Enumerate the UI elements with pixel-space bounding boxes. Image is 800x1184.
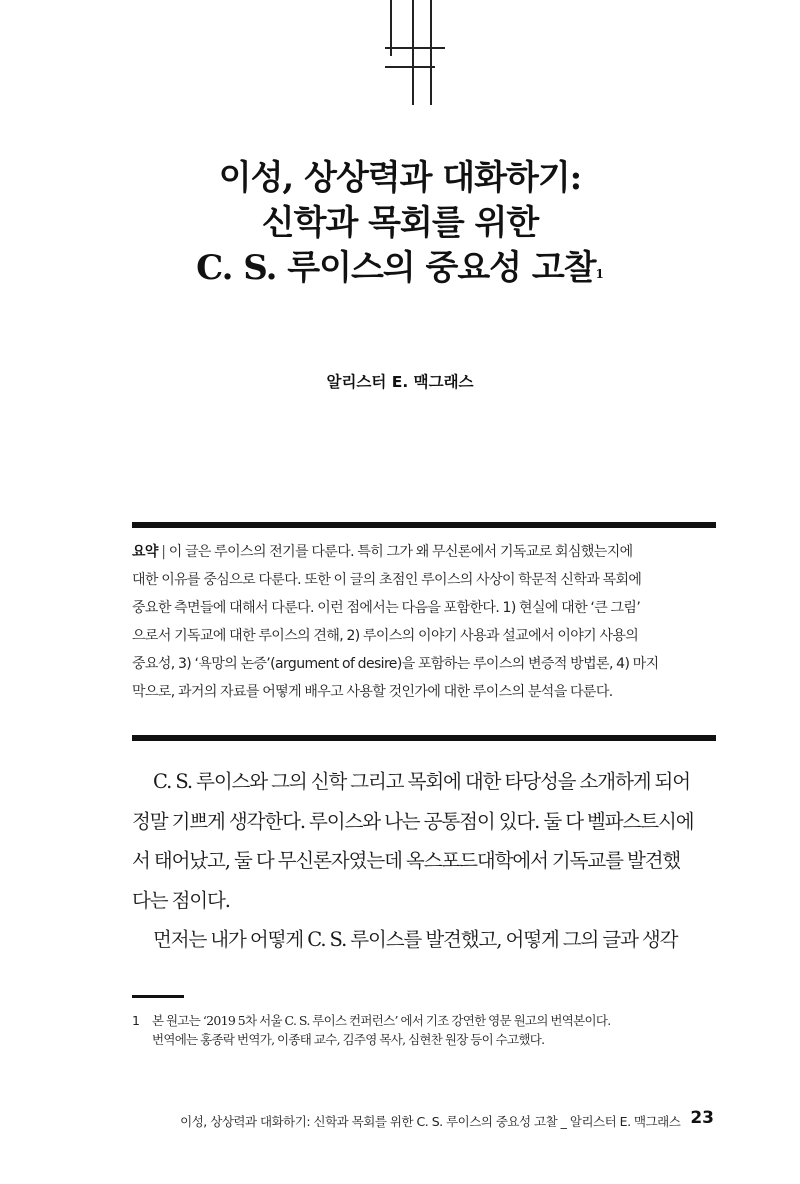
abstract-line bbox=[132, 538, 716, 566]
abstract-line: 으로서 기독교에 대한 루이스의 견해, 2) 루이스의 이야기 사용과 설교에서 이야기 사용의 bbox=[132, 628, 639, 644]
running-header: 이성, 상상력과 대화하기: 신학과 목회를 위한 C. S. 루이스의 중요성 고찰 _ 알리스터 E. 맥그래스 bbox=[180, 1114, 681, 1129]
abstract-line-text: 이 글은 루이스의 전기를 다룬다. 특히 그가 왜 무신론에서 기독교로 회심했는지에 bbox=[168, 544, 633, 560]
page-number: 23 bbox=[690, 1108, 714, 1128]
title-footnote-mark[interactable]: 1 bbox=[595, 267, 604, 281]
body-text bbox=[132, 762, 716, 960]
title-line-3-text: C. S. 루이스의 중요성 고찰 bbox=[196, 248, 596, 288]
footnote bbox=[132, 1011, 722, 1049]
footnote-number: 1 bbox=[132, 1013, 140, 1028]
body-line: C. S. 루이스와 그의 신학 그리고 목회에 대한 타당성을 소개하게 되어 bbox=[153, 770, 691, 793]
body-line: 먼저는 내가 어떻게 C. S. 루이스를 발견했고, 어떻게 그의 글과 생각 bbox=[153, 928, 678, 951]
footnote-line: 번역에는 홍종락 번역가, 이종태 교수, 김주영 목사, 심현찬 원장 등이 수고했다. bbox=[152, 1032, 545, 1047]
abstract-separator: | bbox=[161, 544, 166, 560]
body-line: 서 태어났고, 둘 다 무신론자였는데 옥스포드대학에서 기독교를 발견했 bbox=[132, 849, 681, 872]
author-name: 알리스터 E. 맥그래스 bbox=[326, 373, 474, 391]
abstract-line: 중요한 측면들에 대해서 다룬다. 이런 점에서는 다음을 포함한다. 1) 현실에 대한 ‘큰 그림’ bbox=[132, 600, 641, 616]
body-line: 다는 점이다. bbox=[132, 888, 230, 912]
article-title bbox=[0, 156, 800, 291]
abstract-line: 대한 이유를 중심으로 다룬다. 또한 이 글의 초점인 루이스의 사상이 학문적 신학과 목회에 bbox=[132, 572, 642, 588]
title-line-1: 이성, 상상력과 대화하기: bbox=[218, 158, 582, 198]
abstract-top-rule bbox=[132, 522, 716, 528]
abstract-label: 요약 bbox=[132, 544, 158, 560]
abstract-bottom-rule bbox=[132, 735, 716, 741]
abstract-line: 막으로, 과거의 자료를 어떻게 배우고 사용할 것인가에 대한 루이스의 분석을 다룬다. bbox=[132, 684, 613, 700]
decorative-ornament bbox=[385, 0, 445, 105]
body-line: 정말 기쁘게 생각한다. 루이스와 나는 공통점이 있다. 둘 다 벨파스트시에 bbox=[132, 809, 694, 833]
abstract bbox=[132, 538, 716, 706]
footnote-rule bbox=[132, 995, 184, 998]
footnote-line: 본 원고는 ‘2019 5차 서울 C. S. 루이스 컨퍼런스’ 에서 기조 강연한 영문 원고의 번역본이다. bbox=[152, 1013, 611, 1028]
title-line-2: 신학과 목회를 위한 bbox=[261, 203, 539, 243]
title-line-3 bbox=[0, 246, 800, 291]
abstract-line: 중요성, 3) ‘욕망의 논증’(argument of desire)을 포함하는 루이스의 변증적 방법론, 4) 마지 bbox=[132, 656, 659, 672]
